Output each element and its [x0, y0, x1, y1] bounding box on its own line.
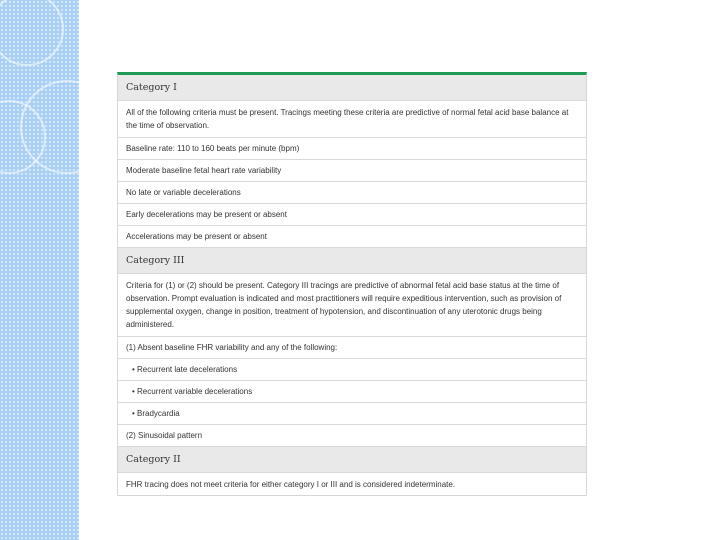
criteria-row: Accelerations may be present or absent	[118, 226, 586, 248]
criteria-row: Baseline rate: 110 to 160 beats per minute (bpm)	[118, 138, 586, 160]
category-description: Criteria for (1) or (2) should be present. Category III tracings are predictive of abnormal fetal acid base status at the time of observation. Prompt evaluation is indicated and most practitioners will require expeditious intervention, such as provision of supplemental oxygen, change in position, treatment of hypotension, and discontinuation of any uterotonic drugs being administered.	[118, 274, 586, 337]
decorative-circle	[0, 0, 64, 66]
criteria-row: (2) Sinusoidal pattern	[118, 425, 586, 447]
category-description: FHR tracing does not meet criteria for either category I or III and is considered indeterminate.	[126, 479, 456, 489]
category-header: Category I	[118, 75, 586, 101]
criteria-row: • Recurrent late decelerations	[118, 359, 586, 381]
category-description: All of the following criteria must be present. Tracings meeting these criteria are predictive of normal fetal acid base balance at the time of observation.	[118, 101, 586, 138]
criteria-row: • Recurrent variable decelerations	[118, 381, 586, 403]
fhr-category-table	[117, 72, 587, 496]
category-header: Category III	[118, 248, 586, 274]
criteria-row: • Bradycardia	[118, 403, 586, 425]
criteria-row: Moderate baseline fetal heart rate variability	[118, 160, 586, 182]
criteria-row: No late or variable decelerations	[118, 182, 586, 204]
decorative-side-band	[0, 0, 79, 540]
criteria-row: (1) Absent baseline FHR variability and any of the following:	[118, 337, 586, 359]
criteria-row: Early decelerations may be present or absent	[118, 204, 586, 226]
category-header: Category II	[118, 447, 586, 473]
